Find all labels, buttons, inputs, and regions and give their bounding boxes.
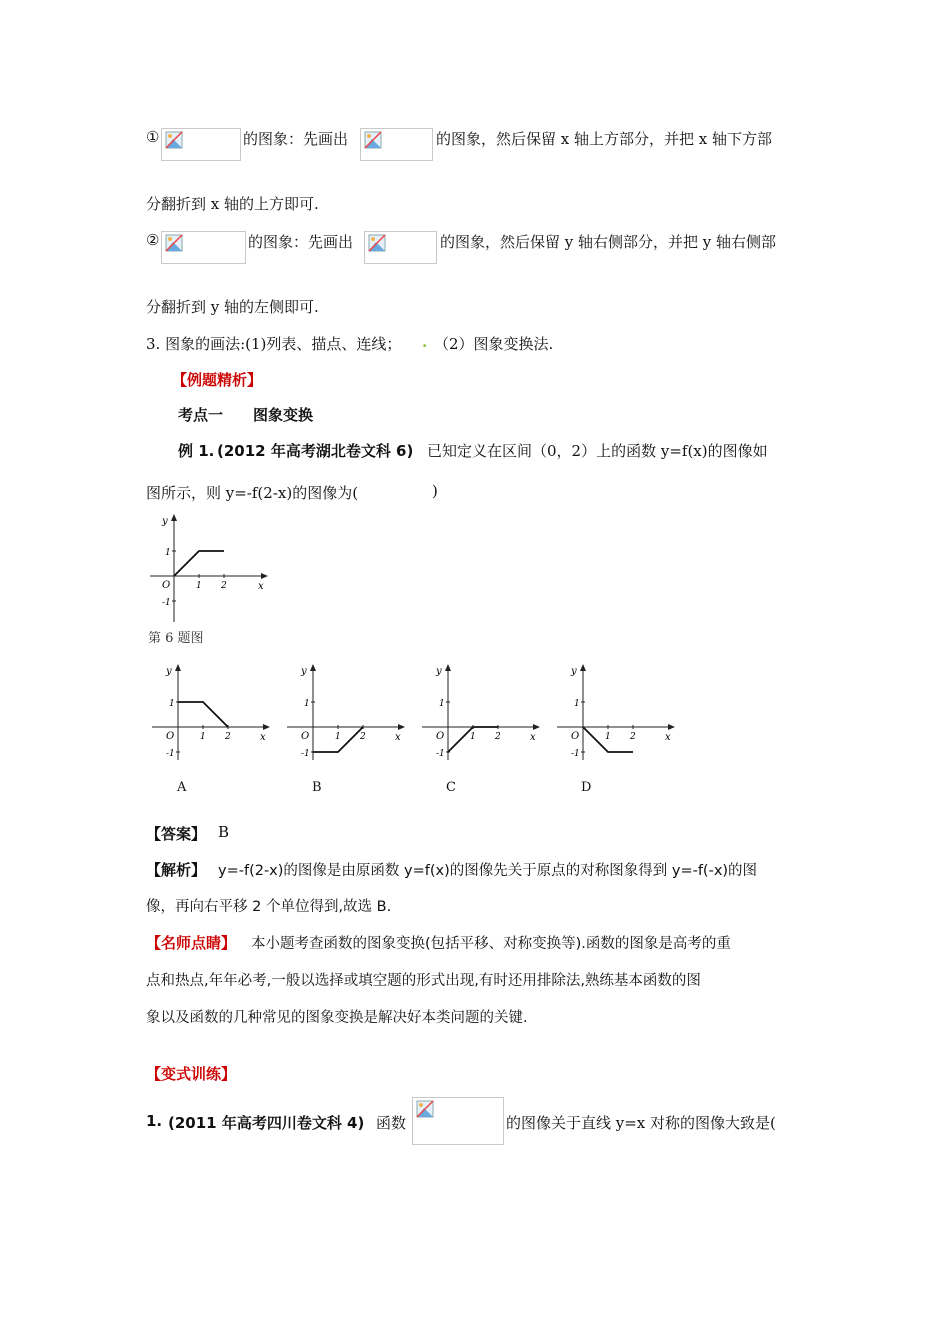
text-l3b: 的图象：先画出 — [248, 233, 354, 251]
y-axis-arrow — [310, 664, 316, 671]
formula-image — [412, 1097, 504, 1145]
v1-label: 1. — [146, 1112, 163, 1130]
answer-value: B — [218, 823, 230, 841]
formula-image — [364, 231, 437, 264]
section-example: 【例题精析】 — [172, 371, 263, 389]
circled-two: ② — [146, 231, 160, 249]
tick-label-x1: 1 — [335, 732, 341, 742]
formula-image — [161, 231, 246, 264]
green-dot: . — [422, 333, 428, 351]
tick-label-x2: 2 — [221, 581, 227, 591]
formula-image — [360, 128, 433, 161]
circled-one: ① — [146, 128, 160, 146]
tick-label-yneg1: -1 — [436, 749, 445, 759]
y-axis-label: y — [162, 516, 168, 527]
y-axis-arrow — [175, 664, 181, 671]
text-l3c: 的图象，然后保留 y 轴右侧部分，并把 y 轴右侧部 — [440, 233, 777, 251]
tick-label-x1: 1 — [196, 581, 202, 591]
broken-image-icon — [165, 131, 183, 149]
origin-label: O — [571, 731, 580, 742]
option-graph-a — [148, 662, 272, 762]
x-axis-label: x — [258, 581, 264, 592]
tip-line1: 本小题考查函数的图象变换(包括平移、对称变换等).函数的图象是高考的重 — [251, 936, 731, 952]
tick-label-y1: 1 — [165, 548, 171, 558]
main-function-graph — [146, 512, 270, 624]
tick-label-x2: 2 — [495, 732, 501, 742]
tick-label-y1: 1 — [169, 699, 175, 709]
tick-label-y1: 1 — [304, 699, 310, 709]
answer-label: 【答案】 — [146, 825, 207, 843]
tick-label-y1: 1 — [439, 699, 445, 709]
option-graph-c — [418, 662, 542, 762]
tick-label-yneg1: -1 — [301, 749, 310, 759]
x-axis-label: x — [530, 732, 536, 743]
function-graph-line — [174, 551, 224, 576]
ex1-source: (2012 年高考湖北卷文科 6) — [217, 442, 414, 460]
v1-source: (2011 年高考四川卷文科 4) — [168, 1114, 365, 1132]
option-graph-b — [283, 662, 407, 762]
text-l1b: 的图象：先画出 — [243, 130, 349, 148]
kaodian-label: 考点一 — [178, 406, 224, 424]
y-axis-arrow — [171, 514, 177, 521]
tick-label-x1: 1 — [200, 732, 206, 742]
y-axis-arrow — [580, 664, 586, 671]
option-label-c: C — [446, 780, 456, 795]
tick-label-x2: 2 — [360, 732, 366, 742]
origin-label: O — [166, 731, 175, 742]
x-axis-label: x — [395, 732, 401, 743]
y-axis-label: y — [571, 666, 577, 677]
ex1-text: 已知定义在区间（0，2）上的函数 y=f(x)的图像如 — [427, 442, 768, 460]
origin-label: O — [162, 580, 171, 591]
y-axis-label: y — [301, 666, 307, 677]
broken-image-icon — [368, 234, 386, 252]
ex1-label: 例 1. — [178, 442, 215, 460]
x-axis-arrow — [533, 724, 540, 730]
ex1-paren: ) — [432, 482, 438, 500]
tip-label: 【名师点睛】 — [146, 934, 237, 952]
formula-image — [161, 128, 241, 161]
y-axis-label: y — [166, 666, 172, 677]
x-axis-label: x — [260, 732, 266, 743]
variant-label: 【变式训练】 — [146, 1065, 237, 1083]
tick-label-x2: 2 — [225, 732, 231, 742]
tick-label-yneg1: -1 — [162, 598, 171, 608]
origin-label: O — [301, 731, 310, 742]
text-l4: 分翻折到 y 轴的左侧即可. — [146, 298, 319, 316]
x-axis-arrow — [668, 724, 675, 730]
tick-label-x1: 1 — [605, 732, 611, 742]
ex1-text2: 图所示，则 y=-f(2-x)的图像为( — [146, 484, 359, 502]
text-l5b: （2）图象变换法. — [434, 335, 554, 353]
option-label-b: B — [312, 780, 322, 795]
tick-label-x2: 2 — [630, 732, 636, 742]
function-graph-line — [178, 702, 228, 727]
analysis-line2: 像，再向右平移 2 个单位得到,故选 B. — [146, 899, 392, 915]
tick-label-yneg1: -1 — [166, 749, 175, 759]
tip-line2: 点和热点,年年必考,一般以选择或填空题的形式出现,有时还用排除法,熟练基本函数的图 — [146, 973, 701, 989]
option-label-a: A — [177, 780, 187, 795]
analysis-line1: y=-f(2-x)的图像是由原函数 y=f(x)的图像先关于原点的对称图象得到 y=-f(-x)的图 — [218, 863, 758, 879]
origin-label: O — [436, 731, 445, 742]
tick-label-x1: 1 — [470, 732, 476, 742]
kaodian-title: 图象变换 — [253, 406, 314, 424]
broken-image-icon — [165, 234, 183, 252]
figure-caption: 第 6 题图 — [148, 631, 204, 646]
v1-text-a: 函数 — [376, 1114, 407, 1132]
y-axis-label: y — [436, 666, 442, 677]
analysis-label: 【解析】 — [146, 861, 207, 879]
text-l5a: 3. 图象的画法:(1)列表、描点、连线； — [146, 335, 402, 353]
option-label-d: D — [581, 780, 592, 795]
text-l2: 分翻折到 x 轴的上方即可. — [146, 195, 319, 213]
x-axis-arrow — [263, 724, 270, 730]
v1-text-b: 的图像关于直线 y=x 对称的图像大致是( — [506, 1114, 776, 1132]
tick-label-yneg1: -1 — [571, 749, 580, 759]
broken-image-icon — [416, 1100, 434, 1118]
x-axis-arrow — [398, 724, 405, 730]
option-graph-d — [553, 662, 677, 762]
tip-line3: 象以及函数的几种常见的图象变换是解决好本类问题的关键. — [146, 1010, 528, 1026]
text-l1c: 的图象，然后保留 x 轴上方部分，并把 x 轴下方部 — [436, 130, 772, 148]
y-axis-arrow — [445, 664, 451, 671]
broken-image-icon — [364, 131, 382, 149]
x-axis-arrow — [261, 573, 268, 579]
tick-label-y1: 1 — [574, 699, 580, 709]
x-axis-label: x — [665, 732, 671, 743]
